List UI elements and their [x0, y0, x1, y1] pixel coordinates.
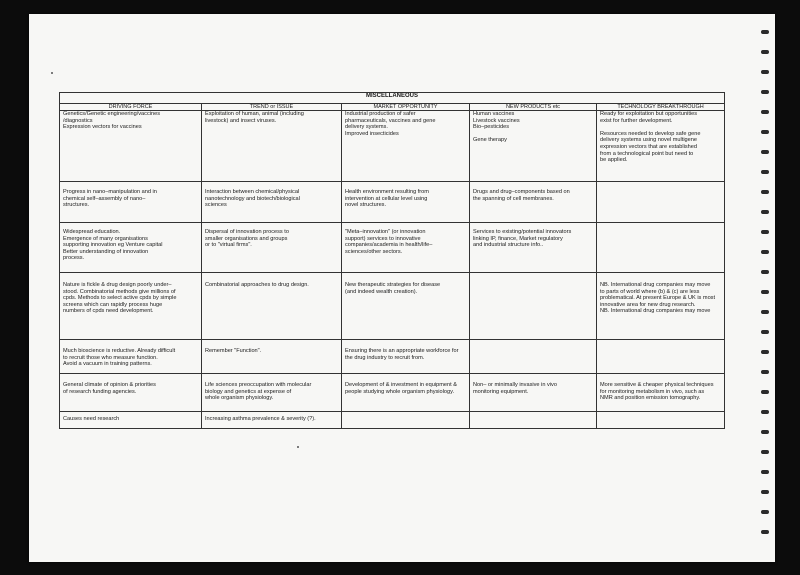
table-cell	[597, 412, 725, 429]
table-cell: Nature is fickle & drug design poorly under– stood. Combinatorial methods give millions of cpds. Methods to select active cpds by simple screens which can rapidly process huge numbers of cpds need development.	[60, 273, 202, 340]
table-cell: NB. International drug companies may move to parts of world where (b) & (c) are less problematical. At present Europe & UK is most innovative area for new drug research. NB. International drug companies may move	[597, 273, 725, 340]
table-cell: Services to existing/potential innovators linking IP, finance, Market regulatory and industrial structure info..	[470, 223, 597, 273]
table-cell: Much bioscience is reductive. Already difficult to recruit those who measure function. Avoid a vacuum in training patterns.	[60, 340, 202, 374]
column-header: TECHNOLOGY BREAKTHROUGH	[597, 104, 725, 111]
table-cell	[470, 273, 597, 340]
table-cell	[470, 340, 597, 374]
paper-speck	[51, 72, 53, 74]
table-cell	[597, 223, 725, 273]
table-row	[60, 111, 725, 182]
column-header-row	[60, 104, 725, 111]
table-cell: "Meta–innovation" (or innovation support) services to innovative companies/academia in health/life– sciences/other sectors.	[342, 223, 470, 273]
table-cell	[342, 412, 470, 429]
table-cell: Dispersal of innovation process to smaller organisations and groups or to "virtual firms".	[202, 223, 342, 273]
paper-speck	[297, 446, 299, 448]
table-cell: Interaction between chemical/physical nanotechnology and biotech/biological sciences	[202, 182, 342, 223]
table-cell: Non– or minimally invasive in vivo monitoring equipment.	[470, 374, 597, 412]
table-cell: Ready for exploitation but opportunities exist for further development. Resources needed to develop safe gene delivery systems using novel multigene expression vectors that are established from a technological point but need to be applied.	[597, 111, 725, 182]
table-cell: Widespread education. Emergence of many organisations supporting innovation eg Venture capital Better understanding of innovation process.	[60, 223, 202, 273]
table-row	[60, 374, 725, 412]
table-cell: Drugs and drug–components based on the spanning of cell membranes.	[470, 182, 597, 223]
table-cell	[597, 182, 725, 223]
table-cell: Development of & investment in equipment & people studying whole organism physiology.	[342, 374, 470, 412]
table-cell: Increasing asthma prevalence & severity (?).	[202, 412, 342, 429]
table-cell: Genetics/Genetic engineering/vaccines /diagnostics Expression vectors for vaccines	[60, 111, 202, 182]
table-cell: Life sciences preoccupation with molecular biology and genetics at expense of whole organism physiology.	[202, 374, 342, 412]
table-cell: Causes need research	[60, 412, 202, 429]
binding-holes	[753, 24, 775, 554]
column-header: TREND or ISSUE	[202, 104, 342, 111]
table-row	[60, 340, 725, 374]
column-header: DRIVING FORCE	[60, 104, 202, 111]
table-cell: Ensuring there is an appropriate workforce for the drug industry to recruit from.	[342, 340, 470, 374]
table-cell: Progress in nano–manipulation and in chemical self–assembly of nano– structures.	[60, 182, 202, 223]
table-cell: More sensitive & cheaper physical techniques for monitoring metabolism in vivo, such as NMR and position emission tomography.	[597, 374, 725, 412]
table-row	[60, 273, 725, 340]
table-row	[60, 223, 725, 273]
column-header: NEW PRODUCTS etc	[470, 104, 597, 111]
table-cell: Human vaccines Livestock vaccines Bio–pesticides Gene therapy	[470, 111, 597, 182]
table-cell: New therapeutic strategies for disease (and indeed wealth creation).	[342, 273, 470, 340]
table-cell: Remember "Function".	[202, 340, 342, 374]
table-cell	[597, 340, 725, 374]
column-header: MARKET OPPORTUNITY	[342, 104, 470, 111]
paper-sheet	[29, 14, 775, 562]
table-cell	[470, 412, 597, 429]
table-title: MISCELLANEOUS	[60, 93, 725, 104]
table-cell: Health environment resulting from intervention at cellular level using novel structures.	[342, 182, 470, 223]
table-row	[60, 412, 725, 429]
table-cell: Combinatorial approaches to drug design.	[202, 273, 342, 340]
table-cell: Industrial production of safer pharmaceuticals, vaccines and gene delivery systems. Improved insecticides	[342, 111, 470, 182]
table-cell: General climate of opinion & priorities of research funding agencies.	[60, 374, 202, 412]
table-row	[60, 182, 725, 223]
table-cell: Exploitation of human, animal (including livestock) and insect viruses.	[202, 111, 342, 182]
miscellaneous-table	[59, 92, 725, 429]
